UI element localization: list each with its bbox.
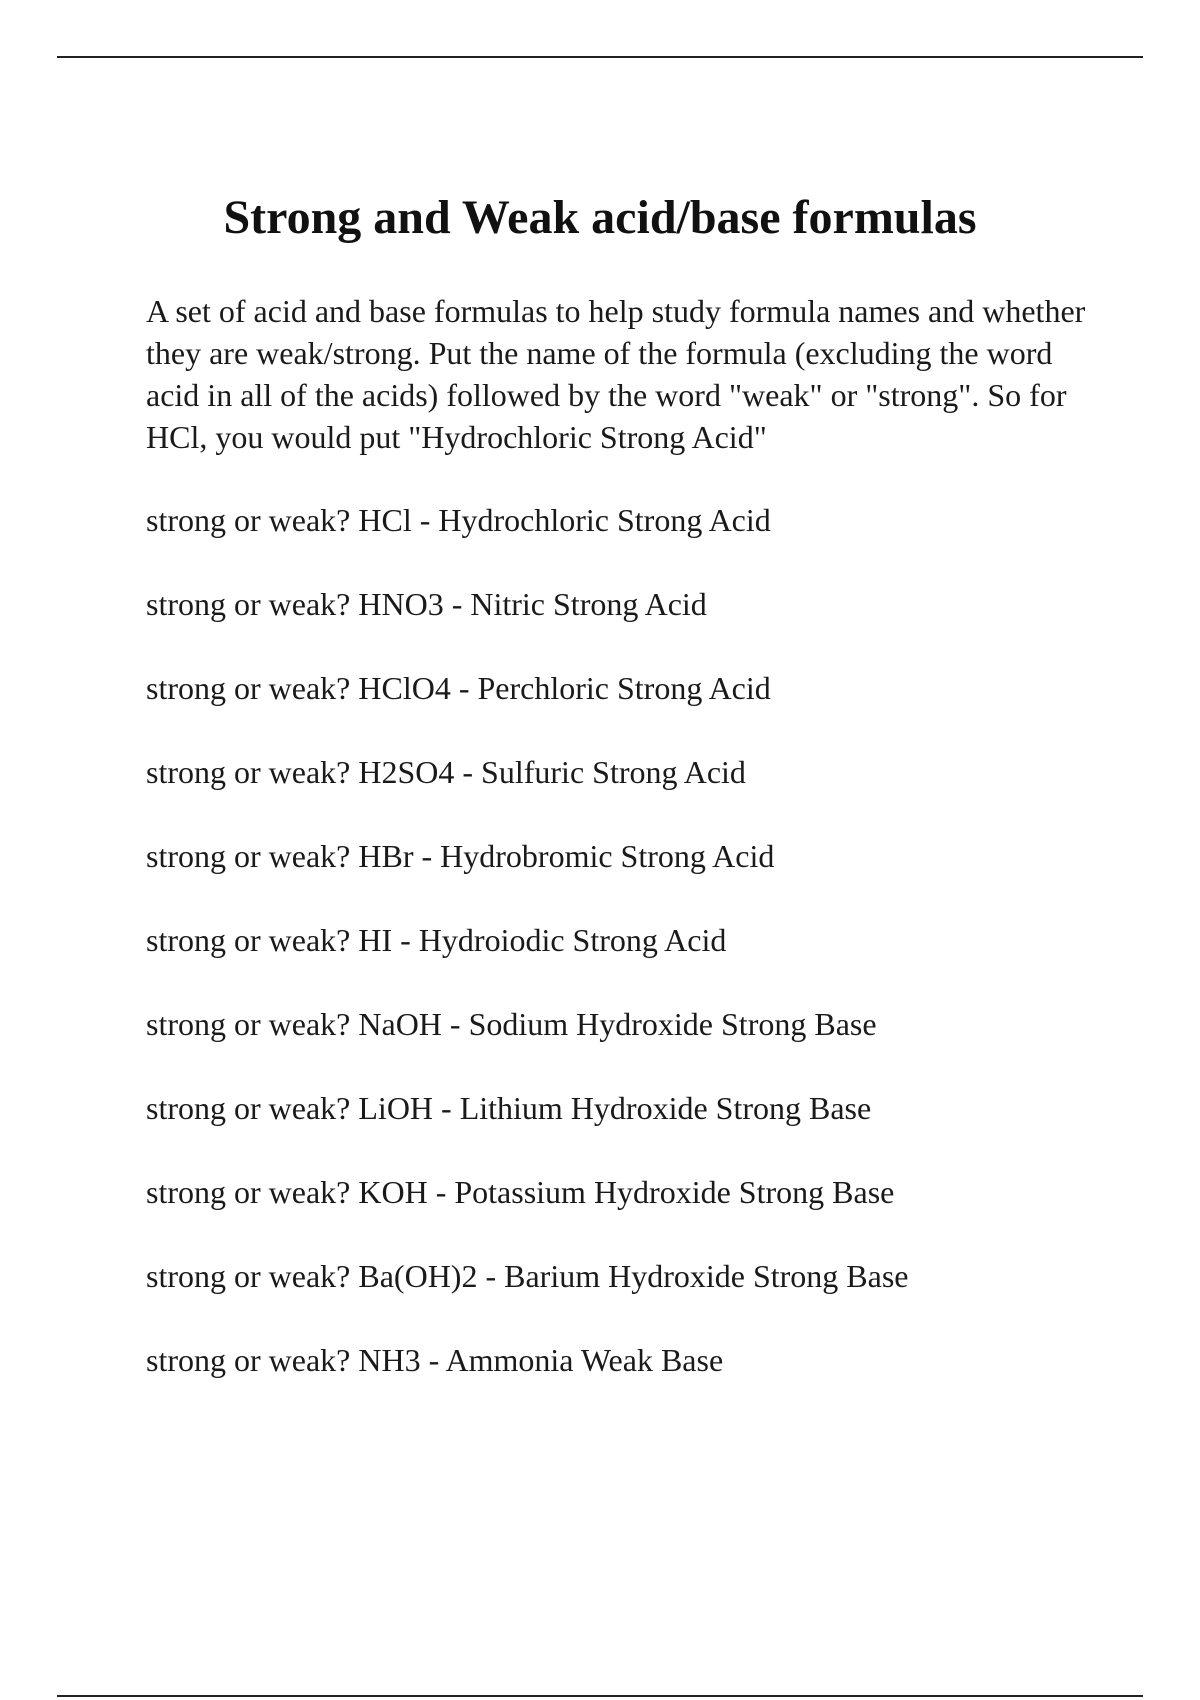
document-body: [146, 290, 1106, 1423]
list-item: strong or weak? KOH - Potassium Hydroxide Strong Base: [146, 1174, 895, 1210]
bottom-divider: [57, 1695, 1143, 1697]
formula-list: [146, 499, 1106, 1381]
page-title: Strong and Weak acid/base formulas: [223, 191, 977, 244]
list-item: strong or weak? LiOH - Lithium Hydroxide Strong Base: [146, 1090, 872, 1126]
top-divider: [57, 56, 1143, 58]
intro-paragraph: A set of acid and base formulas to help study formula names and whether they are weak/strong. Put the name of the formula (excluding the word acid in all of the acids) followed by the word "weak" or "strong". So for HCl, you would put "Hydrochloric Strong Acid": [146, 293, 1086, 455]
list-item: strong or weak? H2SO4 - Sulfuric Strong Acid: [146, 754, 746, 790]
list-item: strong or weak? HClO4 - Perchloric Strong Acid: [146, 670, 771, 706]
list-item: strong or weak? HNO3 - Nitric Strong Acid: [146, 586, 707, 622]
list-item: strong or weak? NaOH - Sodium Hydroxide Strong Base: [146, 1006, 877, 1042]
list-item: strong or weak? NH3 - Ammonia Weak Base: [146, 1342, 724, 1378]
list-item: strong or weak? HCl - Hydrochloric Strong Acid: [146, 502, 771, 538]
list-item: strong or weak? Ba(OH)2 - Barium Hydroxide Strong Base: [146, 1258, 909, 1294]
list-item: strong or weak? HBr - Hydrobromic Strong Acid: [146, 838, 775, 874]
list-item: strong or weak? HI - Hydroiodic Strong Acid: [146, 922, 727, 958]
